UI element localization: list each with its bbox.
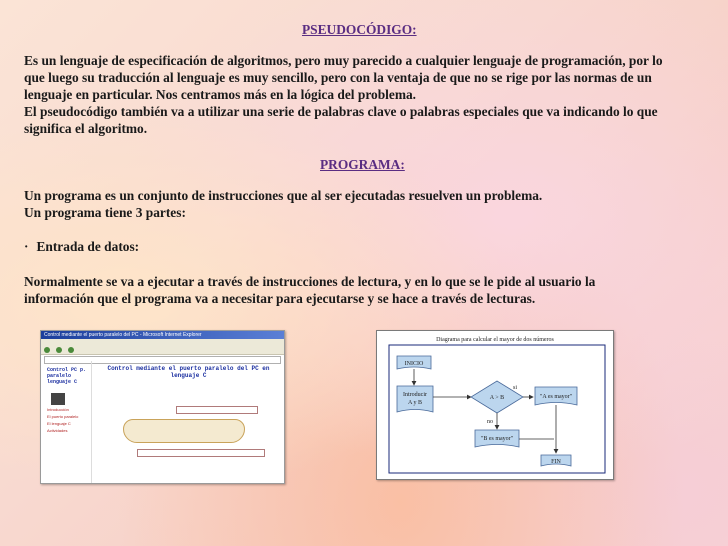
sidebar-link: Introducción (47, 407, 69, 412)
page-main-title: Control mediante el puerto paralelo del PC en lenguaje C (107, 365, 270, 379)
heading-programa: PROGRAMA: (320, 157, 405, 172)
bullet-text: Entrada de datos: (36, 239, 140, 254)
text-line: Es un lenguaje de especificación de algoritmos, pero muy parecido a cualquier lenguaje de programación, por lo (24, 53, 663, 68)
input-shape (397, 386, 433, 412)
paragraph-entrada (24, 273, 714, 307)
browser-screenshot-image (40, 330, 285, 484)
sidebar-title: Control PC p. paralelo lenguaje C (47, 367, 87, 385)
heading-pseudocodigo: PSEUDOCÓDIGO: (302, 22, 417, 37)
text-line: El pseudocódigo también va a utilizar una serie de palabras clave o palabras especiales que va indicando lo que (24, 104, 658, 119)
db25-connector-graphic (123, 419, 245, 443)
text-line: lenguaje en particular. Nos centramos más en la lógica del problema. (24, 87, 417, 102)
text-line: significa el algoritmo. (24, 121, 148, 136)
paragraph-pseudocodigo (24, 52, 714, 137)
sidebar-link: El puerto paralelo (47, 414, 79, 419)
text-line: que luego su traducción al lenguaje es muy sencillo, pero con la ventaja de que no se rige por las normas de un (24, 70, 652, 85)
paragraph-programa (24, 187, 714, 221)
text-line: información que el programa va a necesitar para ejecutarse y se hace a través de lecturas. (24, 291, 536, 306)
refresh-icon (68, 347, 74, 353)
text-line: Normalmente se va a ejecutar a través de instrucciones de lectura, y en lo que se le pide al usuario la (24, 274, 596, 289)
pin-labels-bottom (137, 449, 265, 457)
window-title: Control mediante el puerto paralelo del PC - Microsoft Internet Explorer (41, 331, 284, 339)
end-label: FIN (551, 459, 561, 465)
decision-label: A > B (489, 395, 505, 401)
sidebar-link: Actividades (47, 428, 68, 433)
back-icon (44, 347, 50, 353)
forward-icon (56, 347, 62, 353)
bullet-symbol: · (24, 239, 29, 254)
output-b-label: "B es mayor" (480, 436, 514, 442)
sidebar (41, 361, 92, 483)
bullet-item (24, 238, 714, 255)
text-line: Un programa es un conjunto de instrucciones que al ser ejecutadas resuelven un problema. (24, 188, 543, 203)
computer-icon (51, 393, 65, 405)
sidebar-link: El lenguaje C (47, 421, 71, 426)
flowchart-image (376, 330, 614, 480)
pin-labels-top (176, 406, 258, 414)
input-label-2: A y B (407, 400, 423, 406)
text-line: Un programa tiene 3 partes: (24, 205, 186, 220)
output-a-label: "A es mayor" (539, 394, 573, 400)
start-label: INICIO (404, 361, 424, 367)
toolbar (41, 345, 284, 355)
yes-label: si (513, 385, 518, 391)
flowchart-title: Diagrama para calcular el mayor de dos números (436, 337, 554, 343)
no-label: no (487, 419, 493, 425)
input-label-1: Introducir (403, 392, 427, 398)
